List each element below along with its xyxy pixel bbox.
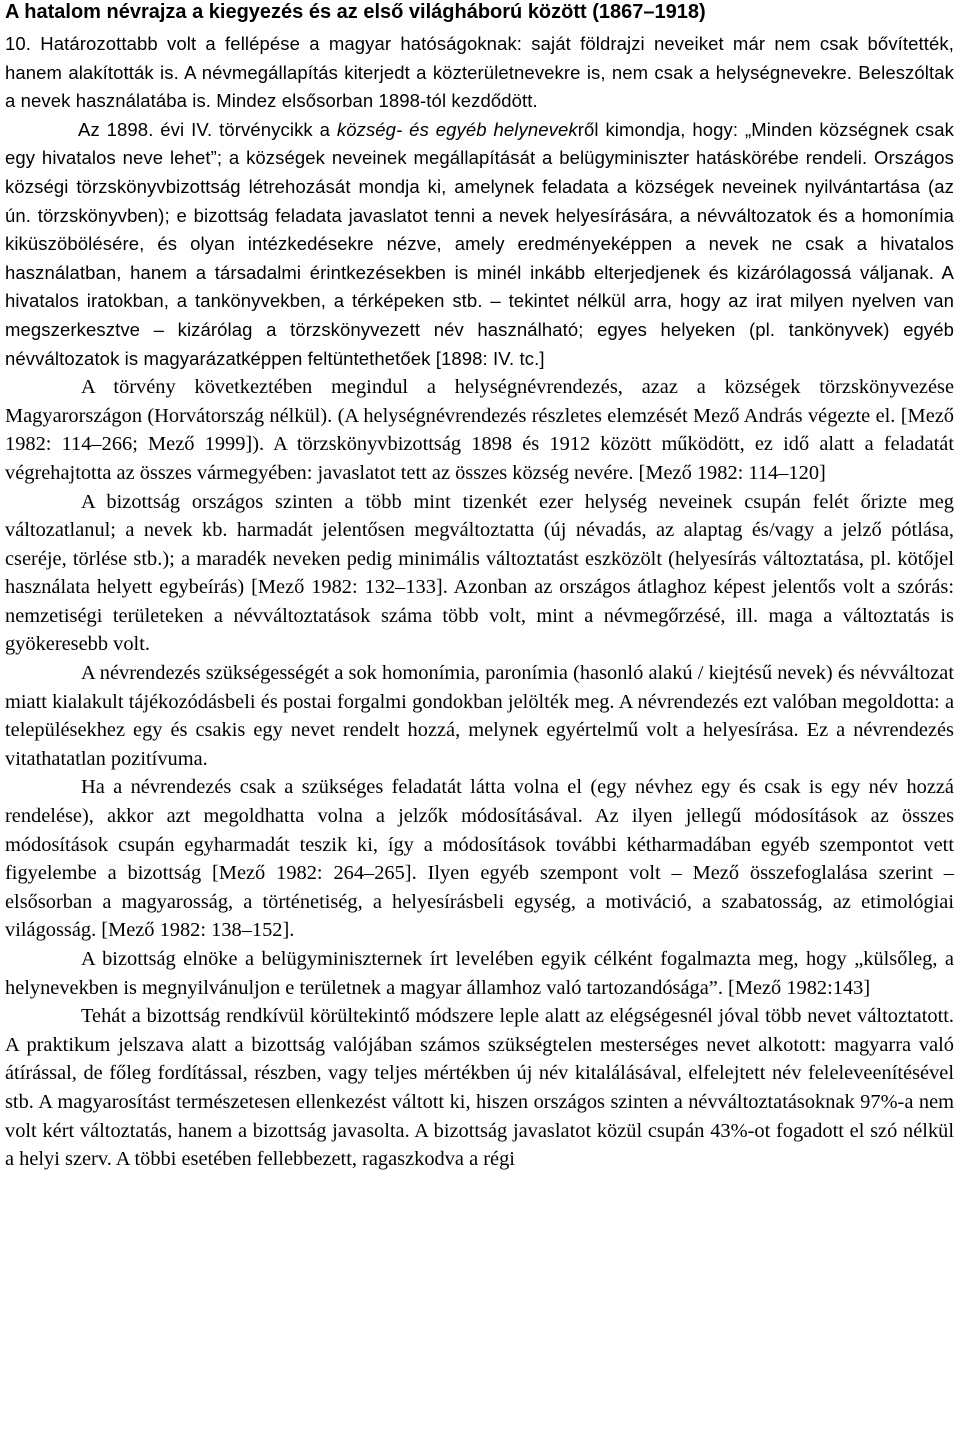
paragraph-6: Ha a névrendezés csak a szükséges feladatát látta volna el (egy névhez egy és csak is egy név hozzá rendelése), akkor azt megoldhatta volna a jelzők módosításával. Az ilyen jellegű módosítások az összes módosítások csupán egyharmadát teszik ki, így a módosítások további kétharmadában egyéb szempontot vett figyelembe a bizottság [Mező 1982: 264–265]. Ilyen egyéb szempont volt – Mező összefoglalása szerint – elsősorban a magyarosság, a történetiség, a helyesírásbeli egység, a motiváció, a szabatosság, az etimológiai világosság. [Mező 1982: 138–152]. (5, 776, 954, 942)
paragraph-2-text-before: Az 1898. évi IV. törvénycikk a (78, 118, 337, 140)
paragraph-4: A bizottság országos szinten a több mint tizenkét ezer helység neveinek csupán felét őrizte meg változatlanul; a nevek kb. harmadát jelentősen megváltoztatta (új névadás, az alaptag és/vagy a jelző pótlása, cseréje, törlése stb.); a maradék neveken pedig minimális változtatást eszközölt (helyesírás változtatása, pl. kötőjel használata helyett egybeírás) [Mező 1982: 132–133]. Azonban az országos átlaghoz képest jelentős volt a szórás: nemzetiségi területeken a névváltoztatások száma több volt, mint a névmegőrzésé, ill. maga a változtatás is gyökeresebb volt. (5, 490, 954, 656)
paragraph-2-italic-phrase: község- és egyéb helynevek (336, 118, 578, 140)
paragraph-5: A névrendezés szükségességét a sok homonímia, paronímia (hasonló alakú / kiejtésű nevek) és névváltozat miatt kialakult tájékozódásbeli és postai forgalmi gondokban jelölték meg. A névrendezés ezt valóban megoldotta: a településekhez egy és csakis egy nevet rendelt hozzá, melynek egyértelmű volt a helyesírása. Ez a névrendezés vitathatatlan pozitívuma. (5, 662, 954, 770)
paragraph-8: Tehát a bizottság rendkívül körültekintő módszere leple alatt az elégségesnél jóval több nevet változtatott. A praktikum jelszava alatt a bizottság valójában számos szükségtelen mesterséges nevet alkotott: magyarra való átírással, de főleg fordítással, részben, vagy teljes mértékben új név kitalálásával, elfelejtett név feleleveenítésével stb. A magyarosítást természetesen ellenkezést váltott ki, hiszen országos szinten a névváltoztatásoknak 97%-a nem volt kért változtatás, hanem a bizottság javasolta. A bizottság javaslatot közül csupán 43%-ot fogadott el szó nélkül a helyi szerv. A többi esetében fellebbezett, ragaszkodva a régi (5, 1005, 954, 1171)
paragraph-1: 10. Határozottabb volt a fellépése a magyar hatóságoknak: saját földrajzi neveiket már nem csak bővítették, hanem alakították is. A névmegállapítás kiterjedt a közterületnevekre is, nem csak a helységnevekre. Beleszóltak a nevek használatába is. Mindez elsősorban 1898-tól kezdődött. (5, 33, 954, 112)
paragraph-2 (5, 116, 954, 373)
paragraph-7: A bizottság elnöke a belügyminiszternek írt levelében egyik célként fogalmazta meg, hogy „külsőleg, a helynevekben is megnyilvánuljon e területnek a magyar államhoz való tartozandósága”. [Mező 1982:143] (5, 948, 954, 999)
paragraph-2-text-after: ről kimondja, hogy: „Minden községnek csak egy hivatalos neve lehet”; a községek neveinek megállapítását a belügyminiszter hatáskörébe rendeli. Országos községi törzskönyvbizottság létrehozását mondja ki, amelynek feladata a községek neveinek nyilvántartása (az ún. törzskönyvben); e bizottság feladata javaslatot tenni a nevek helyesírására, a névváltozatok és a homonímia kiküszöbölésére, és olyan intézkedésekre nézve, amely eredményeképpen a nevek ne csak a hivatalos használatban, hanem a társadalmi érintkezésekben is minél inkább elterjedjenek és kizárólagossá váljanak. A hivatalos iratokban, a tankönyvekben, a térképeken stb. – tekintet nélkül arra, hogy az irat milyen nyelven van megszerkesztve – kizárólag a törzskönyvezett név használható; egyes helyeken (pl. tankönyvek) egyéb névváltozatok is magyarázatképpen feltüntethetőek [1898: IV. tc.] (5, 118, 954, 369)
paragraph-3: A törvény következtében megindul a helységnévrendezés, azaz a községek törzskönyvezése Magyarországon (Horvátország nélkül). (A helységnévrendezés részletes elemzését Mező András végezte el. [Mező 1982: 114–266; Mező 1999]). A törzskönyvbizottság 1898 és 1912 között működött, ez idő alatt a feladatát végrehajtotta az összes vármegyében: javaslatot tett az összes község nevére. [Mező 1982: 114–120] (5, 376, 954, 484)
running-header-title: A hatalom névrajza a kiegyezés és az első világháború között (1867–1918) (5, 1, 706, 23)
